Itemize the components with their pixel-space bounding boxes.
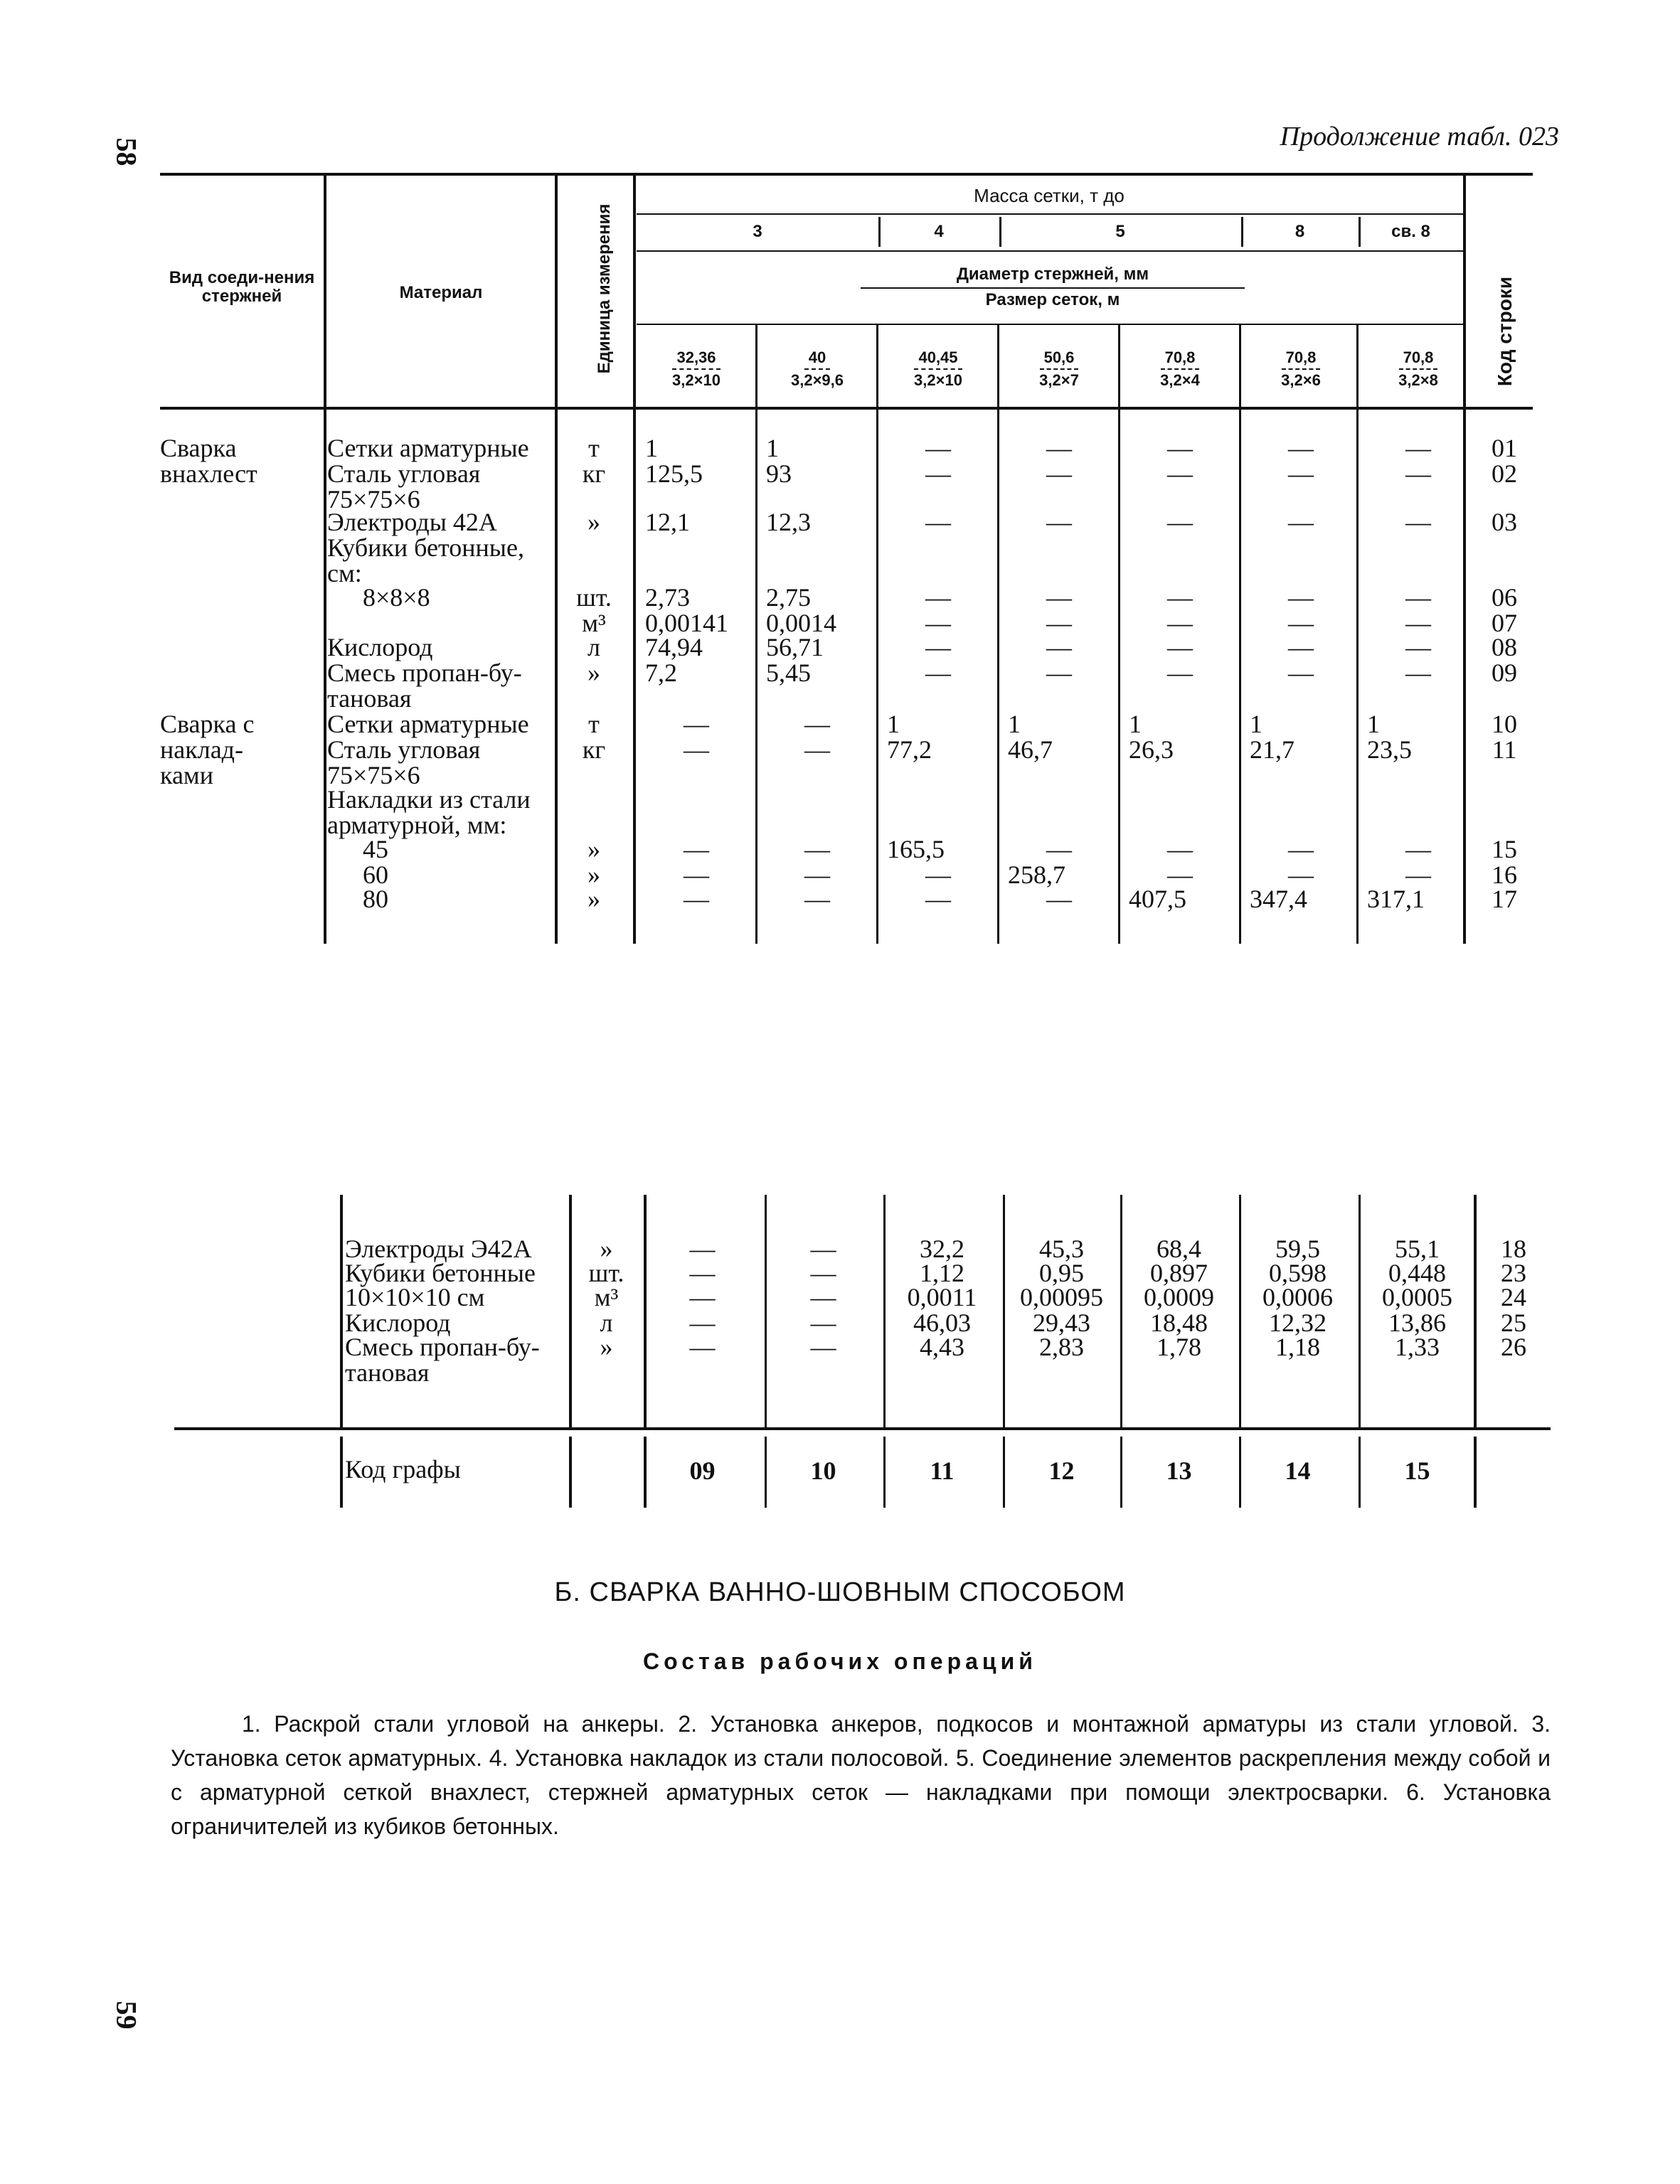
value-cell: 23,5 — [1367, 735, 1412, 764]
mass-value: св. 8 — [1391, 222, 1430, 241]
value-cell: 32,2 — [920, 1235, 964, 1263]
diameter-value: 40,45 — [914, 348, 962, 370]
value-cell: — — [804, 710, 830, 738]
value-cell: 2,73 — [645, 583, 690, 612]
row-code: 02 — [1492, 459, 1517, 488]
value-cell: — — [1046, 609, 1072, 637]
group-overlay-weld: Сварка с наклад-ками — [160, 710, 255, 789]
value-cell: 125,5 — [645, 459, 703, 488]
value-cell: — — [1046, 659, 1072, 687]
value-cell: — — [1288, 508, 1314, 536]
column-header-fraction — [878, 348, 998, 390]
value-cell: — — [1288, 835, 1314, 863]
material-name: Сталь угловая 75×75×6 — [327, 459, 481, 513]
row-code: 18 — [1501, 1235, 1526, 1263]
column-code: 14 — [1285, 1456, 1311, 1485]
column-header-fraction — [637, 348, 756, 390]
value-cell: 21,7 — [1250, 735, 1294, 764]
value-cell: — — [689, 1309, 716, 1337]
material-name: Накладки из стали арматурной, мм: — [327, 785, 531, 839]
value-cell: 0,0011 — [907, 1283, 977, 1311]
value-cell: — — [684, 710, 709, 738]
mass-divider — [1359, 217, 1361, 247]
value-cell: — — [1288, 861, 1314, 889]
material-name: 80 — [363, 885, 388, 913]
value-cell: 5,45 — [766, 659, 811, 687]
value-cell: 1 — [1367, 710, 1380, 738]
header-rule-4 — [637, 324, 1463, 325]
column-divider — [340, 1437, 343, 1508]
value-cell: 0,598 — [1269, 1259, 1327, 1287]
value-cell: 68,4 — [1157, 1235, 1201, 1263]
value-cell: — — [689, 1259, 716, 1287]
value-cell: — — [810, 1333, 836, 1361]
material-name: Кубики бетонные, см: — [327, 533, 524, 587]
value-cell: — — [1167, 659, 1193, 687]
unit-cell: кг — [582, 735, 606, 764]
value-cell: — — [1167, 583, 1193, 612]
unit-cell: шт. — [588, 1259, 624, 1287]
value-cell: — — [804, 885, 830, 913]
column-code: 11 — [930, 1456, 955, 1485]
table-continuation-label: Продолжение табл. 023 — [1280, 122, 1559, 151]
row-code: 09 — [1492, 659, 1517, 687]
mass-value: 8 — [1294, 222, 1305, 241]
unit-cell: » — [588, 835, 600, 863]
section-title: Б. СВАРКА ВАННО-ШОВНЫМ СПОСОБОМ — [554, 1577, 1126, 1607]
section-subtitle: Состав рабочих операций — [643, 1648, 1037, 1674]
value-cell: — — [810, 1259, 836, 1287]
value-cell: 1,18 — [1275, 1333, 1320, 1361]
value-cell: — — [684, 835, 709, 863]
header-mass-group: Масса сетки, т до — [974, 185, 1125, 206]
value-cell: — — [1405, 508, 1431, 536]
mesh-size-value: 3,2×9,6 — [790, 371, 844, 389]
value-cell: 0,95 — [1039, 1259, 1084, 1287]
value-cell: 18,48 — [1150, 1309, 1208, 1337]
row-code: 08 — [1492, 633, 1517, 661]
value-cell: — — [810, 1309, 836, 1337]
value-cell: — — [1167, 434, 1193, 462]
value-cell: 0,0009 — [1144, 1283, 1214, 1311]
value-cell: — — [684, 861, 709, 889]
value-cell: 165,5 — [887, 835, 945, 863]
value-cell: — — [925, 459, 951, 488]
value-cell: — — [1046, 835, 1072, 863]
value-cell: 12,1 — [645, 508, 690, 536]
mass-value: 3 — [753, 222, 762, 241]
page-number-bottom: 59 — [110, 2001, 143, 2030]
value-cell: 317,1 — [1367, 885, 1425, 913]
value-cell: 45,3 — [1039, 1235, 1084, 1263]
diameter-value: 70,8 — [1399, 348, 1438, 370]
material-name: Кубики бетонные — [345, 1259, 536, 1287]
material-name: Электроды Э42А — [345, 1235, 532, 1263]
header-unit: Единица измерения — [595, 203, 614, 374]
column-divider — [633, 176, 636, 944]
mesh-size-value: 3,2×6 — [1281, 371, 1321, 389]
column-code-label: Код графы — [345, 1455, 461, 1483]
value-cell: — — [925, 508, 951, 536]
value-cell: 0,0006 — [1262, 1283, 1333, 1311]
material-name: Сетки арматурные — [327, 434, 529, 462]
column-divider — [1463, 176, 1466, 944]
value-cell: 46,03 — [913, 1309, 971, 1337]
column-code: 10 — [810, 1456, 836, 1485]
row-code: 01 — [1492, 434, 1517, 462]
value-cell: 56,71 — [766, 633, 824, 661]
row-code: 16 — [1492, 861, 1517, 889]
value-cell: 74,94 — [645, 633, 703, 661]
unit-cell: шт. — [576, 583, 612, 612]
mass-divider — [999, 217, 1001, 247]
page-number-top: 58 — [110, 137, 143, 166]
unit-cell: » — [588, 659, 600, 687]
value-cell: 0,897 — [1150, 1259, 1208, 1287]
row-code: 17 — [1492, 885, 1517, 913]
mesh-size-value: 3,2×8 — [1398, 371, 1438, 389]
column-header-fraction — [757, 348, 877, 390]
row-code: 11 — [1492, 735, 1517, 764]
value-cell: — — [689, 1235, 716, 1263]
value-cell: — — [925, 609, 951, 637]
value-cell: 0,448 — [1388, 1259, 1446, 1287]
value-cell: — — [1405, 459, 1431, 488]
unit-cell: м³ — [582, 609, 606, 637]
column-header-fraction — [1359, 348, 1478, 390]
material-name: Кислород — [345, 1309, 451, 1337]
unit-cell: » — [600, 1333, 613, 1361]
value-cell: — — [1167, 861, 1193, 889]
value-cell: — — [1046, 459, 1072, 488]
value-cell: — — [810, 1235, 836, 1263]
value-cell: — — [1288, 609, 1314, 637]
value-cell: 46,7 — [1008, 735, 1053, 764]
value-cell: — — [1405, 583, 1431, 612]
material-name: Электроды 42А — [327, 508, 497, 536]
value-cell: — — [1288, 434, 1314, 462]
value-cell: — — [1046, 885, 1072, 913]
unit-cell: » — [588, 508, 600, 536]
header-row-code: Код строки — [1494, 276, 1516, 387]
mesh-size-value: 3,2×4 — [1160, 371, 1200, 389]
value-cell: 1 — [645, 434, 658, 462]
value-cell: — — [1167, 459, 1193, 488]
diameter-value: 70,8 — [1282, 348, 1321, 370]
column-divider — [569, 1195, 572, 1429]
row-code: 24 — [1501, 1283, 1526, 1311]
column-divider — [324, 176, 326, 944]
header-rule-1 — [637, 213, 1463, 215]
value-cell: — — [804, 835, 830, 863]
diameter-value: 32,36 — [672, 348, 720, 370]
value-cell: 93 — [766, 459, 792, 488]
group-lap-weld: Сварка внахлест — [160, 434, 257, 488]
mesh-size-value: 3,2×10 — [914, 371, 962, 389]
material-name: Смесь пропан-бу-тановая — [345, 1333, 540, 1387]
unit-cell: кг — [582, 459, 606, 488]
row-code: 26 — [1501, 1333, 1526, 1361]
unit-cell: » — [600, 1235, 613, 1263]
value-cell: — — [1405, 659, 1431, 687]
value-cell: 13,86 — [1388, 1309, 1446, 1337]
material-name: Сталь угловая 75×75×6 — [327, 735, 481, 789]
value-cell: — — [1288, 659, 1314, 687]
value-cell: — — [1046, 434, 1072, 462]
value-cell: 55,1 — [1395, 1235, 1440, 1263]
value-cell: 4,43 — [920, 1333, 964, 1361]
unit-cell: » — [588, 885, 600, 913]
material-name: 45 — [363, 835, 388, 863]
value-cell: 1 — [887, 710, 900, 738]
value-cell: — — [1046, 583, 1072, 612]
value-cell: 7,2 — [645, 659, 677, 687]
value-cell: — — [925, 633, 951, 661]
column-header-fraction — [1241, 348, 1361, 390]
value-cell: — — [1405, 861, 1431, 889]
header-joint-type: Вид соеди-нения стержней — [169, 268, 315, 306]
value-cell: 12,32 — [1269, 1309, 1327, 1337]
unit-cell: л — [588, 633, 600, 661]
value-cell: — — [1405, 434, 1431, 462]
value-cell: 1,33 — [1395, 1333, 1440, 1361]
value-cell: 29,43 — [1033, 1309, 1090, 1337]
value-cell: — — [804, 735, 830, 764]
row-code: 07 — [1492, 609, 1517, 637]
unit-cell: т — [588, 434, 600, 462]
value-cell: 0,00095 — [1020, 1283, 1103, 1311]
column-divider — [555, 176, 558, 944]
material-name: 8×8×8 — [363, 583, 430, 612]
value-cell: 347,4 — [1250, 885, 1307, 913]
value-cell: — — [689, 1283, 716, 1311]
header-diameter: Диаметр стержней, мм — [956, 265, 1149, 284]
diameter-value: 70,8 — [1161, 348, 1200, 370]
value-cell: 1 — [1129, 710, 1142, 738]
table-top-rule — [160, 173, 1533, 176]
unit-cell: » — [588, 861, 600, 889]
value-cell: — — [1167, 633, 1193, 661]
column-divider — [569, 1437, 572, 1508]
value-cell: 1 — [766, 434, 779, 462]
table-part-2-bottom-rule — [174, 1427, 1551, 1430]
operations-paragraph: 1. Раскрой стали угловой на анкеры. 2. Установка анкеров, подкосов и монтажной арматуры из стали угловой. 3. Установка сеток арматурных. 4. Установка накладок из стали полосовой. 5. Соединение элементов раскрепления между собой и с арматурной сеткой внахлест, стержней арматурных сеток — накладками при помощи электросварки. 6. Установка ограничителей из кубиков бетонных. — [171, 1711, 1551, 1839]
header-bottom-rule — [160, 407, 1533, 410]
value-cell: — — [1288, 633, 1314, 661]
value-cell: 1 — [1250, 710, 1262, 738]
value-cell: 2,83 — [1039, 1333, 1084, 1361]
column-code: 12 — [1048, 1456, 1075, 1485]
header-rule-3 — [861, 287, 1245, 289]
value-cell: — — [1167, 508, 1193, 536]
value-cell: 407,5 — [1129, 885, 1186, 913]
unit-cell: л — [600, 1309, 613, 1337]
value-cell: — — [1405, 609, 1431, 637]
value-cell: — — [1288, 459, 1314, 488]
value-cell: — — [1167, 835, 1193, 863]
value-cell: — — [1046, 633, 1072, 661]
row-code: 25 — [1501, 1309, 1526, 1337]
value-cell: — — [804, 861, 830, 889]
value-cell: — — [684, 885, 709, 913]
column-divider — [340, 1195, 343, 1429]
mesh-size-value: 3,2×7 — [1039, 371, 1079, 389]
unit-cell: т — [588, 710, 600, 738]
value-cell: 12,3 — [766, 508, 811, 536]
row-code: 23 — [1501, 1259, 1526, 1287]
value-cell: — — [1046, 508, 1072, 536]
value-cell: 0,0005 — [1382, 1283, 1452, 1311]
value-cell: — — [925, 583, 951, 612]
value-cell: 0,00141 — [645, 609, 728, 637]
column-code: 13 — [1166, 1456, 1192, 1485]
value-cell: 59,5 — [1275, 1235, 1320, 1263]
row-code: 06 — [1492, 583, 1517, 612]
mesh-size-value: 3,2×10 — [672, 371, 721, 389]
value-cell: — — [810, 1283, 836, 1311]
value-cell: 1,78 — [1157, 1333, 1201, 1361]
column-header-fraction — [1120, 348, 1240, 390]
value-cell: — — [1288, 583, 1314, 612]
value-cell: 258,7 — [1008, 861, 1065, 889]
mass-value: 4 — [934, 222, 944, 241]
header-material: Материал — [399, 283, 483, 302]
diameter-value: 50,6 — [1040, 348, 1079, 370]
value-cell: 0,0014 — [766, 609, 836, 637]
value-cell: — — [925, 861, 951, 889]
mass-divider — [1241, 217, 1243, 247]
value-cell: — — [1405, 835, 1431, 863]
unit-cell: м³ — [594, 1283, 619, 1311]
row-code: 10 — [1492, 710, 1517, 738]
header-rule-2 — [637, 250, 1463, 252]
value-cell: — — [925, 434, 951, 462]
mass-value: 5 — [1115, 222, 1125, 241]
diameter-value: 40 — [804, 348, 830, 370]
row-code: 15 — [1492, 835, 1517, 863]
value-cell: — — [684, 735, 709, 764]
value-cell: — — [689, 1333, 716, 1361]
value-cell: 2,75 — [766, 583, 811, 612]
column-header-fraction — [999, 348, 1119, 390]
header-size: Размер сеток, м — [985, 290, 1120, 309]
value-cell: 1,12 — [920, 1259, 964, 1287]
value-cell: — — [1405, 633, 1431, 661]
column-code: 09 — [689, 1456, 716, 1485]
material-name: 10×10×10 см — [345, 1283, 485, 1311]
column-code: 15 — [1404, 1456, 1430, 1485]
material-name: Сетки арматурные — [327, 710, 529, 738]
value-cell: — — [1167, 609, 1193, 637]
material-name: 60 — [363, 861, 388, 889]
value-cell: 77,2 — [887, 735, 932, 764]
material-name: Кислород — [327, 633, 433, 661]
value-cell: — — [925, 659, 951, 687]
value-cell: — — [925, 885, 951, 913]
row-code: 03 — [1492, 508, 1517, 536]
material-name: Смесь пропан-бу-тановая — [327, 659, 522, 713]
value-cell: 1 — [1008, 710, 1021, 738]
value-cell: 26,3 — [1129, 735, 1174, 764]
mass-divider — [878, 217, 881, 247]
